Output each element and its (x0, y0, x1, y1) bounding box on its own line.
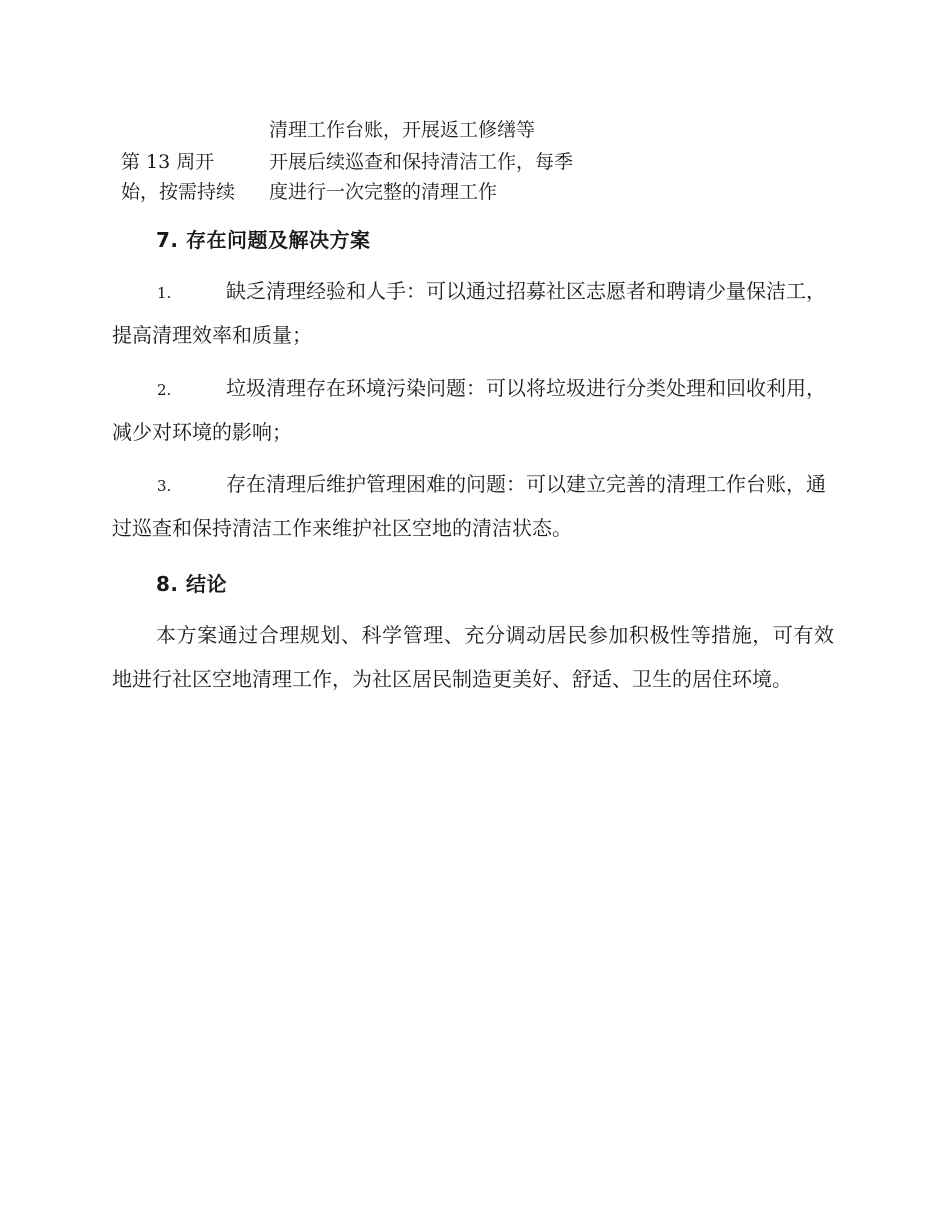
schedule-task: 清理工作台账，开展返工修缮等 (269, 119, 536, 141)
schedule-task: 开展后续巡查和保持清洁工作，每季 度进行一次完整的清理工作 (269, 151, 574, 203)
list-item-number: 1. (157, 284, 172, 302)
list-item (112, 463, 834, 549)
section-heading: 8. 结论 (156, 572, 227, 596)
conclusion-paragraph: 本方案通过合理规划、科学管理、充分调动居民参加积极性等措施，可有效地进行社区空地清理工作，为社区居民制造更美好、舒适、卫生的居住环境。 (112, 623, 834, 691)
schedule-period: 第 13 周开 始，按需持续 (121, 151, 236, 203)
list-item-text: 垃圾清理存在环境污染问题：可以将垃圾进行分类处理和回收利用，减少对环境的影响； (112, 376, 826, 444)
list-item-text: 缺乏清理经验和人手：可以通过招募社区志愿者和聘请少量保洁工，提高清理效率和质量； (112, 279, 826, 347)
list-item (112, 270, 834, 356)
section-heading: 7. 存在问题及解决方案 (156, 228, 371, 252)
list-item-number: 3. (157, 477, 172, 495)
list-item-text: 存在清理后维护管理困难的问题：可以建立完善的清理工作台账，通过巡查和保持清洁工作来维护社区空地的清洁状态。 (112, 472, 826, 540)
list-item (112, 367, 834, 453)
list-item-number: 2. (157, 381, 172, 399)
